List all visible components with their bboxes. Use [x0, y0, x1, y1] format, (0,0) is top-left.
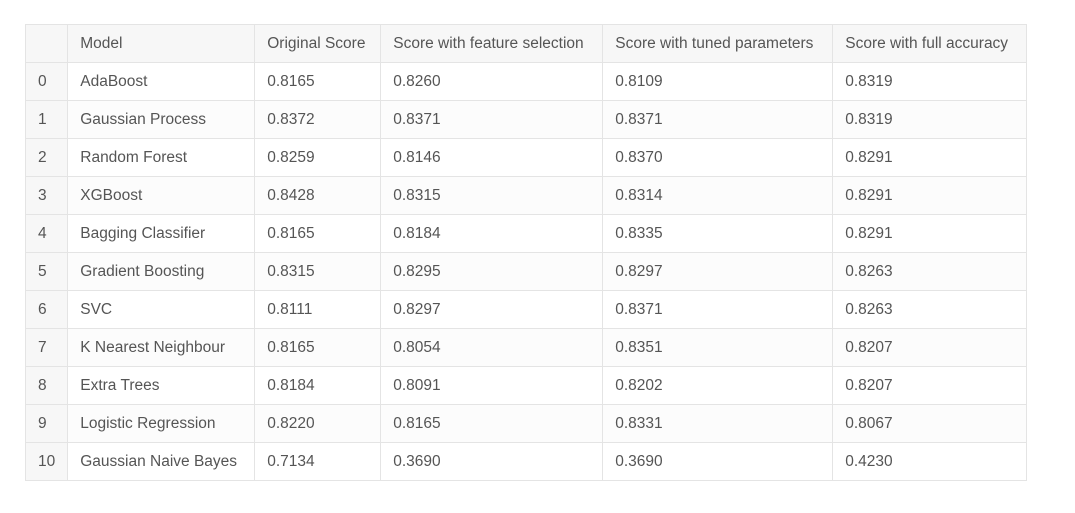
cell-original-score: 0.8220: [255, 405, 381, 443]
table-body: [26, 63, 1027, 481]
table-row: [26, 405, 1027, 443]
cell-original-score: 0.8111: [255, 291, 381, 329]
cell-original-score: 0.8165: [255, 63, 381, 101]
cell-index: 10: [26, 443, 68, 481]
column-header-feature-selection-score: Score with feature selection: [381, 25, 603, 63]
table-row: [26, 63, 1027, 101]
cell-feature-selection-score: 0.8260: [381, 63, 603, 101]
cell-tuned-parameters-score: 0.8351: [603, 329, 833, 367]
table-header: [26, 25, 1027, 63]
cell-full-accuracy-score: 0.8291: [833, 177, 1027, 215]
table-row: [26, 177, 1027, 215]
cell-original-score: 0.8165: [255, 329, 381, 367]
cell-full-accuracy-score: 0.8207: [833, 367, 1027, 405]
cell-index: 8: [26, 367, 68, 405]
cell-model: AdaBoost: [68, 63, 255, 101]
table-row: [26, 329, 1027, 367]
cell-model: Extra Trees: [68, 367, 255, 405]
cell-index: 4: [26, 215, 68, 253]
table-row: [26, 101, 1027, 139]
cell-index: 6: [26, 291, 68, 329]
cell-original-score: 0.8428: [255, 177, 381, 215]
cell-feature-selection-score: 0.8297: [381, 291, 603, 329]
table-row: [26, 291, 1027, 329]
column-header-model: Model: [68, 25, 255, 63]
cell-tuned-parameters-score: 0.8109: [603, 63, 833, 101]
cell-index: 3: [26, 177, 68, 215]
cell-model: Gaussian Process: [68, 101, 255, 139]
cell-feature-selection-score: 0.8295: [381, 253, 603, 291]
column-header-tuned-parameters-score: Score with tuned parameters: [603, 25, 833, 63]
cell-feature-selection-score: 0.3690: [381, 443, 603, 481]
model-scores-table: [25, 24, 1027, 481]
cell-full-accuracy-score: 0.8067: [833, 405, 1027, 443]
cell-model: Random Forest: [68, 139, 255, 177]
cell-original-score: 0.8259: [255, 139, 381, 177]
table-row: [26, 367, 1027, 405]
cell-feature-selection-score: 0.8371: [381, 101, 603, 139]
table-row: [26, 215, 1027, 253]
cell-feature-selection-score: 0.8091: [381, 367, 603, 405]
cell-index: 5: [26, 253, 68, 291]
cell-tuned-parameters-score: 0.3690: [603, 443, 833, 481]
table-row: [26, 443, 1027, 481]
header-row: [26, 25, 1027, 63]
cell-feature-selection-score: 0.8184: [381, 215, 603, 253]
column-header-original-score: Original Score: [255, 25, 381, 63]
cell-full-accuracy-score: 0.8319: [833, 101, 1027, 139]
cell-index: 2: [26, 139, 68, 177]
cell-model: Logistic Regression: [68, 405, 255, 443]
cell-full-accuracy-score: 0.8263: [833, 291, 1027, 329]
cell-full-accuracy-score: 0.8291: [833, 139, 1027, 177]
cell-original-score: 0.8165: [255, 215, 381, 253]
cell-original-score: 0.8372: [255, 101, 381, 139]
cell-index: 9: [26, 405, 68, 443]
cell-tuned-parameters-score: 0.8371: [603, 101, 833, 139]
cell-feature-selection-score: 0.8054: [381, 329, 603, 367]
cell-tuned-parameters-score: 0.8314: [603, 177, 833, 215]
cell-full-accuracy-score: 0.8263: [833, 253, 1027, 291]
cell-feature-selection-score: 0.8165: [381, 405, 603, 443]
cell-tuned-parameters-score: 0.8297: [603, 253, 833, 291]
cell-tuned-parameters-score: 0.8335: [603, 215, 833, 253]
cell-model: Gradient Boosting: [68, 253, 255, 291]
cell-full-accuracy-score: 0.4230: [833, 443, 1027, 481]
table-row: [26, 139, 1027, 177]
cell-full-accuracy-score: 0.8207: [833, 329, 1027, 367]
column-header-full-accuracy-score: Score with full accuracy: [833, 25, 1027, 63]
cell-tuned-parameters-score: 0.8331: [603, 405, 833, 443]
cell-model: SVC: [68, 291, 255, 329]
cell-model: K Nearest Neighbour: [68, 329, 255, 367]
column-header-index: [26, 25, 68, 63]
table-row: [26, 253, 1027, 291]
cell-feature-selection-score: 0.8315: [381, 177, 603, 215]
cell-tuned-parameters-score: 0.8370: [603, 139, 833, 177]
cell-feature-selection-score: 0.8146: [381, 139, 603, 177]
cell-full-accuracy-score: 0.8291: [833, 215, 1027, 253]
cell-model: Gaussian Naive Bayes: [68, 443, 255, 481]
cell-index: 7: [26, 329, 68, 367]
cell-original-score: 0.8184: [255, 367, 381, 405]
cell-original-score: 0.7134: [255, 443, 381, 481]
results-table-container: [25, 24, 1027, 481]
cell-tuned-parameters-score: 0.8202: [603, 367, 833, 405]
cell-original-score: 0.8315: [255, 253, 381, 291]
cell-tuned-parameters-score: 0.8371: [603, 291, 833, 329]
cell-full-accuracy-score: 0.8319: [833, 63, 1027, 101]
cell-model: Bagging Classifier: [68, 215, 255, 253]
cell-model: XGBoost: [68, 177, 255, 215]
cell-index: 1: [26, 101, 68, 139]
cell-index: 0: [26, 63, 68, 101]
